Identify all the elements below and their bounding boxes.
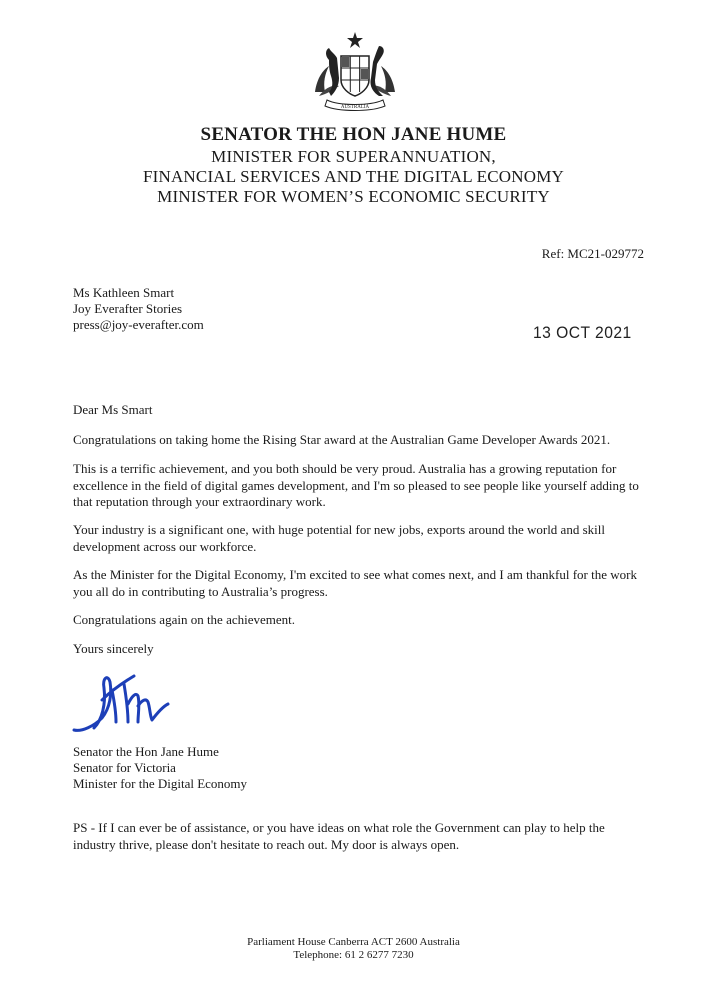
signoff-seat: Senator for Victoria <box>73 760 176 775</box>
sender-title-line-2: FINANCIAL SERVICES AND THE DIGITAL ECONOMY <box>142 167 565 186</box>
footer-address: Parliament House Canberra ACT 2600 Australia <box>247 936 460 948</box>
signoff-role: Minister for the Digital Economy <box>73 776 248 791</box>
body-paragraph: This is a terrific achievement, and you both should be very proud. Australia has a growing reputation for excellence in the field of digital games development, and I'm so pleased to see people like yourself adding to that reputation through your extraordinary work. <box>73 461 639 509</box>
body-paragraph: Congratulations again on the achievement. <box>73 612 296 627</box>
signoff-name: Senator the Hon Jane Hume <box>73 744 219 759</box>
sender-title-line-3: MINISTER FOR WOMEN’S ECONOMIC SECURITY <box>157 187 550 206</box>
salutation: Dear Ms Smart <box>73 402 153 417</box>
body-paragraph: Congratulations on taking home the Rising Star award at the Australian Game Developer Awards 2021. <box>73 432 611 447</box>
footer-telephone: Telephone: 61 2 6277 7230 <box>293 949 414 961</box>
recipient-name: Ms Kathleen Smart <box>73 285 175 300</box>
reference-number: Ref: MC21-029772 <box>541 246 644 261</box>
body-paragraph: Your industry is a significant one, with huge potential for new jobs, exports around the world and skill development across our workforce. <box>73 522 605 554</box>
recipient-organisation: Joy Everafter Stories <box>73 301 183 316</box>
crest-scroll-text: AUSTRALIA <box>340 105 370 110</box>
coat-of-arms-icon <box>305 30 405 112</box>
handwritten-signature-icon <box>72 660 232 740</box>
sender-name-heading: SENATOR THE HON JANE HUME <box>200 124 507 145</box>
closing-line: Yours sincerely <box>73 641 154 656</box>
sender-title-line-1: MINISTER FOR SUPERANNUATION, <box>211 147 496 166</box>
recipient-email: press@joy-everafter.com <box>73 317 204 332</box>
postscript: PS - If I can ever be of assistance, or you have ideas on what role the Government can play to help the industry thrive, please don't hesitate to reach out. My door is always open. <box>73 820 605 852</box>
date-stamp: 13 OCT 2021 <box>533 323 632 342</box>
body-paragraph: As the Minister for the Digital Economy, I'm excited to see what comes next, and I am thankful for the work you all do in contributing to Australia’s progress. <box>73 567 637 599</box>
